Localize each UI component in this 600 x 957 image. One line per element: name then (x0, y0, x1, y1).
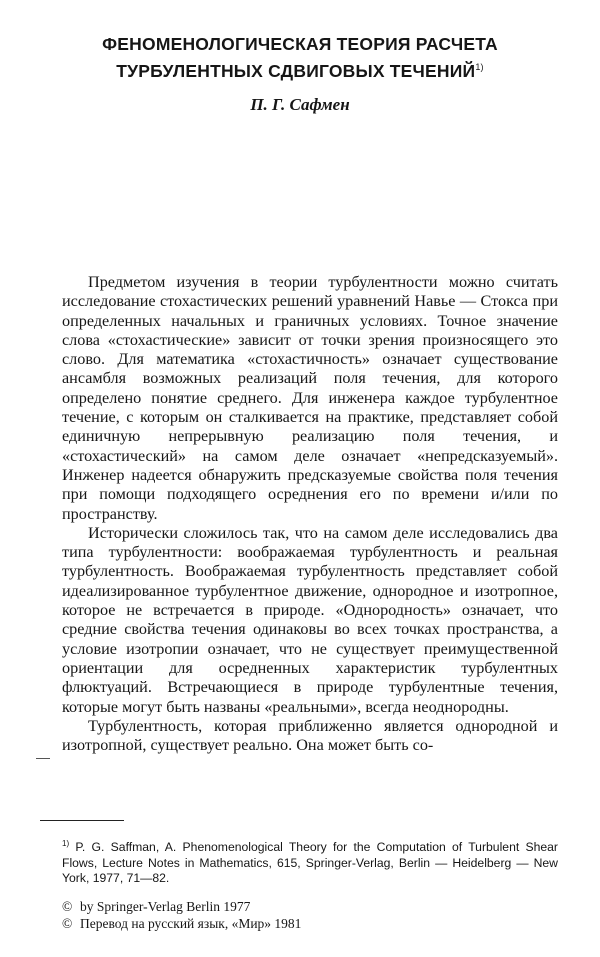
main-text (62, 273, 558, 755)
paragraph-2: Исторически сложилось так, что на самом деле исследовались два типа турбулентности: воображаемая турбулентность и реальная турбулентность. Воображаемая турбулентность представляет собой идеализированное турбулентное движение, однородное и изотропное, которое не встречается в природе. «Однородность» означает, что средние свойства течения одинаковы во всех точках пространства, а условие изотропии означает, что не существует преимущественной ориентации для осредненных характеристик турбулентных флюктуаций. Встречающиеся в природе турбулентные течения, которые могут быть названы «реальными», всегда неоднородны. (62, 523, 558, 716)
copyright-symbol: © (62, 899, 73, 914)
footnote (62, 836, 558, 887)
margin-mark (36, 758, 50, 759)
copyright-line-1 (62, 898, 558, 915)
footnote-separator (40, 820, 124, 821)
title-footnote-marker: 1) (475, 62, 484, 72)
paragraph-3: Турбулентность, которая приближенно является однородной и изотропной, существует реально. Она может быть со- (62, 716, 558, 755)
author-name: П. Г. Сафмен (250, 95, 350, 114)
copyright-line-2 (62, 915, 558, 932)
paragraph-1: Предметом изучения в теории турбулентности можно считать исследование стохастических решений уравнений Навье — Стокса при определенных начальных и граничных условиях. Точное значение слова «стохастические» зависит от точки зрения произносящего это слово. Для математика «стохастичность» означает существование ансамбля возможных реализаций поля течения, для которого определено понятие среднего. Для инженера каждое турбулентное течение, с которым он сталкивается на практике, представляет собой единичную непрерывную реализацию поля течения, и «стохастический» на самом деле означает «непредсказуемый». Инженер надеется обнаружить предсказуемые свойства поля течения при помощи подходящего осреднения его по времени и/или по пространству. (62, 273, 558, 523)
footnote-text: P. G. Saffman, A. Phenomenological Theory for the Computation of Turbulent Shear Flows, Lecture Notes in Mathematics, 615, Springer-Verlag, Berlin — Heidelberg — New York, 1977, 71—82. (62, 840, 558, 886)
title-line-2-text: ТУРБУЛЕНТНЫХ СДВИГОВЫХ ТЕЧЕНИЙ (116, 60, 476, 81)
copyright-block (62, 898, 558, 932)
copyright-text-1: by Springer-Verlag Berlin 1977 (80, 899, 251, 914)
copyright-text-2: Перевод на русский язык, «Мир» 1981 (80, 916, 302, 931)
title-line-1: ФЕНОМЕНОЛОГИЧЕСКАЯ ТЕОРИЯ РАСЧЕТА (102, 34, 498, 54)
paper-title (0, 33, 600, 83)
footnote-marker: 1) (62, 839, 70, 848)
copyright-symbol: © (62, 916, 73, 931)
title-line-2 (0, 56, 600, 83)
